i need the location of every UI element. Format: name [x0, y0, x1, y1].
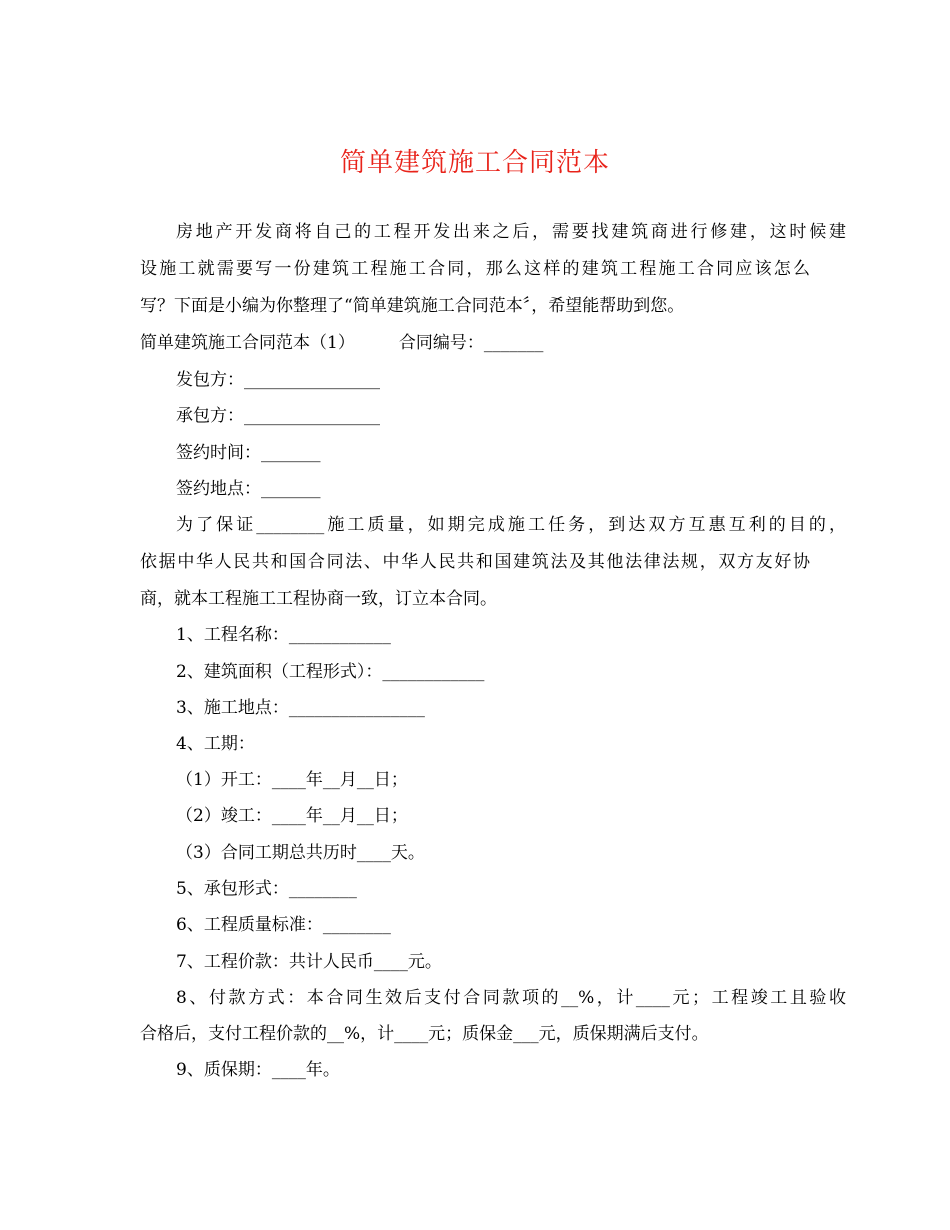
clause-6: 6、工程质量标准：________ [176, 915, 391, 935]
clause-4: 4、工期： [176, 734, 255, 754]
intro-line-2: 设施工就需要写一份建筑工程施工合同，那么这样的建筑工程施工合同应该怎么 [140, 259, 810, 279]
clause-8-line-2: 合格后，支付工程价款的__%，计____元；质保金___元，质保期满后支付。 [140, 1024, 709, 1044]
party-b: 承包方：________________ [176, 406, 380, 426]
purpose-line-1: 为了保证________施工质量，如期完成施工任务，到达双方互惠互利的目的， [176, 515, 846, 535]
intro-line-1: 房地产开发商将自己的工程开发出来之后，需要找建筑商进行修建，这时候建 [176, 222, 846, 242]
clause-3: 3、施工地点：________________ [176, 698, 425, 718]
clause-4-1: （1）开工：____年__月__日； [176, 770, 408, 790]
clause-2: 2、建筑面积（工程形式）：____________ [176, 662, 485, 682]
document-title: 简单建筑施工合同范本 [339, 148, 610, 178]
purpose-line-2: 依据中华人民共和国合同法、中华人民共和国建筑法及其他法律法规，双方友好协 [140, 552, 810, 572]
party-a: 发包方：________________ [176, 370, 380, 390]
clause-9: 9、质保期：____年。 [176, 1060, 340, 1080]
section-heading: 简单建筑施工合同范本（1） [140, 333, 355, 353]
section-heading-row [140, 331, 543, 355]
clause-1: 1、工程名称：____________ [176, 625, 391, 645]
clause-5: 5、承包形式：________ [176, 879, 357, 899]
clause-4-3: （3）合同工期总共历时____天。 [176, 843, 425, 863]
sign-time: 签约时间：_______ [176, 443, 321, 463]
clause-7: 7、工程价款：共计人民币____元。 [176, 952, 442, 972]
clause-8-line-1: 8、付款方式：本合同生效后支付合同款项的__%，计____元；工程竣工且验收 [176, 988, 846, 1008]
contract-number: 合同编号：_______ [398, 333, 544, 353]
purpose-line-3: 商，就本工程施工工程协商一致，订立本合同。 [140, 589, 497, 609]
sign-place: 签约地点：_______ [176, 479, 321, 499]
clause-4-2: （2）竣工：____年__月__日； [176, 806, 408, 826]
intro-line-3: 写？下面是小编为你整理了“简单建筑施工合同范本〞，希望能帮助到您。 [140, 296, 685, 316]
